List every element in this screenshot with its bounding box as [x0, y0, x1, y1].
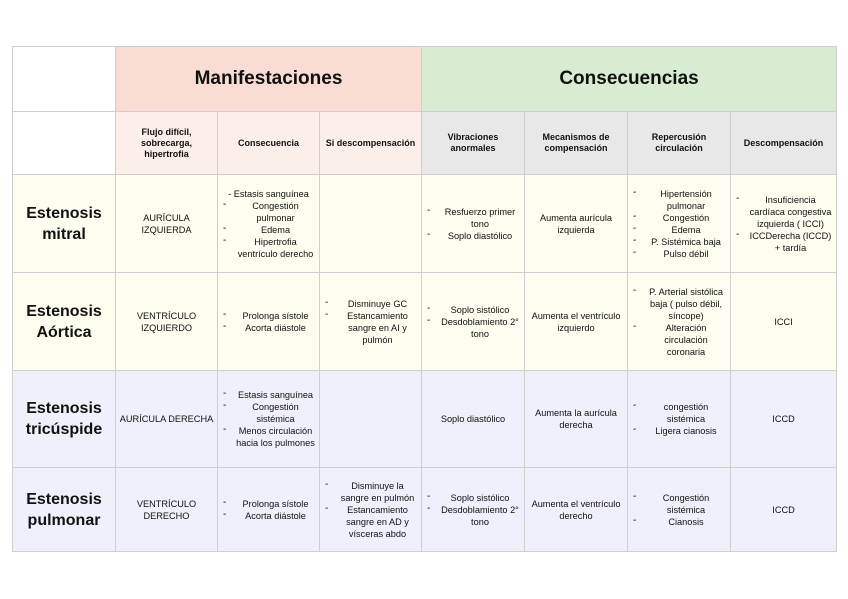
flujo-cell: AURÍCULA IZQUIERDA [116, 175, 218, 273]
list-item: - Estasis sanguínea [228, 188, 309, 199]
list-item: - Congestión sistémica [631, 492, 727, 516]
row-label: Estenosis pulmonar [13, 468, 116, 552]
list-item: - Acorta diástole [221, 322, 316, 334]
si-descompensacion-cell [320, 468, 422, 552]
table-row [13, 468, 837, 552]
list-item: - Congestión [631, 212, 727, 224]
consecuencia-cell [218, 468, 320, 552]
vibraciones-cell [422, 175, 525, 273]
consecuencias-header: Consecuencias [422, 47, 837, 112]
list-item: - Estancamiento sangre en AD y vísceras abdo [323, 504, 418, 540]
repercusion-cell [628, 273, 731, 371]
descompensacion-cell [731, 175, 837, 273]
empty-corner-2 [13, 112, 116, 175]
mecanismos-cell: Aumenta la aurícula derecha [525, 371, 628, 468]
list-item: - Desdoblamiento 2° tono [425, 504, 521, 528]
flujo-cell: AURÍCULA DERECHA [116, 371, 218, 468]
list-item: - Pulso débil [631, 248, 727, 260]
subheader-consecuencia: Consecuencia [218, 112, 320, 175]
list-item: - Edema [221, 224, 316, 236]
list-item: - Resfuerzo primer tono [425, 206, 521, 230]
row-label: Estenosis tricúspide [13, 371, 116, 468]
descompensacion-cell: ICCD [731, 468, 837, 552]
repercusion-cell [628, 371, 731, 468]
vibraciones-cell [422, 273, 525, 371]
list-item: - Prolonga sístole [221, 498, 316, 510]
si-descompensacion-cell [320, 175, 422, 273]
consecuencia-cell [218, 371, 320, 468]
vibraciones-cell [422, 468, 525, 552]
list-item: - Soplo diastólico [425, 230, 521, 242]
stenosis-table [12, 46, 837, 552]
list-item: - ICCDerecha (ICCD) + tardía [734, 230, 833, 254]
subheader-si-descompensacion: Si descompensación [320, 112, 422, 175]
subheader-descompensacion: Descompensación [731, 112, 837, 175]
manifestaciones-header: Manifestaciones [116, 47, 422, 112]
list-item: - P. Arterial sistólica baja ( pulso débil, síncope) [631, 286, 727, 322]
list-item: - Disminuye la sangre en pulmón [323, 480, 418, 504]
row-label: Estenosis mitral [13, 175, 116, 273]
subheader-vibraciones: Vibraciones anormales [422, 112, 525, 175]
list-item: - Prolonga sístole [221, 310, 316, 322]
list-item: - Alteración circulación coronaria [631, 322, 727, 358]
list-item: - P. Sistémica baja [631, 236, 727, 248]
subheader-flujo: Flujo difícil, sobrecarga, hipertrofia [116, 112, 218, 175]
si-descompensacion-cell [320, 371, 422, 468]
list-item: - Desdoblamiento 2° tono [425, 316, 521, 340]
table-row [13, 273, 837, 371]
list-item: - Soplo sistólico [425, 304, 521, 316]
list-item: - Cianosis [631, 516, 727, 528]
row-label: Estenosis Aórtica [13, 273, 116, 371]
flujo-cell: VENTRÍCULO IZQUIERDO [116, 273, 218, 371]
flujo-cell: VENTRÍCULO DERECHO [116, 468, 218, 552]
mecanismos-cell: Aumenta el ventrículo izquierdo [525, 273, 628, 371]
table-row [13, 175, 837, 273]
si-descompensacion-cell [320, 273, 422, 371]
list-item: - Estasis sanguínea [221, 389, 316, 401]
descompensacion-cell: ICCD [731, 371, 837, 468]
repercusion-cell [628, 468, 731, 552]
consecuencia-cell [218, 175, 320, 273]
descompensacion-cell: ICCI [731, 273, 837, 371]
subheader-mecanismos: Mecanismos de compensación [525, 112, 628, 175]
list-item: - Edema [631, 224, 727, 236]
list-item: - Hipertrofia ventrículo derecho [221, 236, 316, 260]
mecanismos-cell: Aumenta aurícula izquierda [525, 175, 628, 273]
list-item: - Ligera cianosis [631, 425, 727, 437]
table-row [13, 371, 837, 468]
list-item: - Estancamiento sangre en AI y pulmón [323, 310, 418, 346]
mecanismos-cell: Aumenta el ventrículo derecho [525, 468, 628, 552]
list-item: - congestión sistémica [631, 401, 727, 425]
list-item: - Disminuye GC [323, 298, 418, 310]
list-item: - Insuficiencia cardíaca congestiva izquierda ( ICCI) [734, 194, 833, 230]
list-item: - Menos circulación hacia los pulmones [221, 425, 316, 449]
list-item: - Hipertensión pulmonar [631, 188, 727, 212]
subheader-repercusion: Repercusión circulación [628, 112, 731, 175]
list-item: - Acorta diástole [221, 510, 316, 522]
list-item: - Soplo sistólico [425, 492, 521, 504]
list-item: - Congestión sistémica [221, 401, 316, 425]
vibraciones-cell: Soplo diastólico [422, 371, 525, 468]
consecuencia-cell [218, 273, 320, 371]
empty-corner [13, 47, 116, 112]
list-item: - Congestión pulmonar [221, 200, 316, 224]
repercusion-cell [628, 175, 731, 273]
